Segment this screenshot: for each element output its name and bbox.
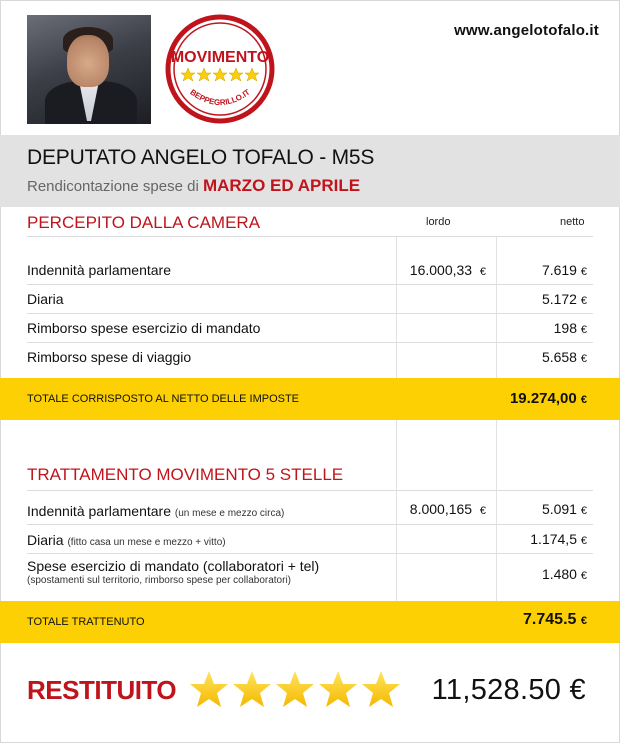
star-icon bbox=[319, 671, 357, 707]
total-value: 19.274,00 € bbox=[509, 390, 587, 407]
row-netto-value: 7.619 € bbox=[541, 262, 587, 278]
row-netto-value: 1.480 € bbox=[541, 566, 587, 582]
row-divider bbox=[27, 490, 593, 491]
svg-text:MOVIMENTO: MOVIMENTO bbox=[170, 49, 270, 66]
website-url[interactable]: www.angelotofalo.it bbox=[454, 22, 599, 39]
page-title: DEPUTATO ANGELO TOFALO - M5S bbox=[27, 146, 375, 169]
column-divider-lordo bbox=[396, 420, 397, 603]
row-divider bbox=[27, 313, 593, 314]
row-label: Spese esercizio di mandato (collaboratori + tel) bbox=[27, 558, 320, 574]
row-divider bbox=[27, 342, 593, 343]
total-label: TOTALE CORRISPOSTO AL NETTO DELLE IMPOSTE bbox=[27, 393, 300, 405]
movimento-logo bbox=[164, 14, 276, 124]
total-value: 7.745.5 € bbox=[523, 611, 587, 628]
column-header-lordo: lordo bbox=[426, 216, 451, 228]
row-note: (spostamenti sul territorio, rimborso spese per collaboratori) bbox=[27, 575, 291, 586]
row-divider bbox=[27, 553, 593, 554]
row-label: Indennità parlamentare (un mese e mezzo circa) bbox=[27, 503, 285, 519]
row-netto-value: 1.174,5 € bbox=[530, 531, 587, 547]
row-label: Diaria bbox=[27, 291, 64, 307]
restituito-label: RESTITUITO bbox=[27, 675, 177, 705]
column-divider-netto bbox=[496, 236, 497, 386]
row-lordo-value: 8.000,165 € bbox=[409, 501, 486, 517]
row-netto-value: 5.658 € bbox=[541, 349, 587, 365]
row-label: Indennità parlamentare bbox=[27, 262, 171, 278]
row-netto-value: 198 € bbox=[553, 320, 587, 336]
row-netto-value: 5.091 € bbox=[541, 501, 587, 517]
row-divider bbox=[27, 284, 593, 285]
star-icon bbox=[233, 671, 271, 707]
period-label: MARZO ED APRILE bbox=[202, 176, 361, 195]
row-label: Rimborso spese esercizio di mandato bbox=[27, 320, 261, 336]
star-icon bbox=[190, 671, 228, 707]
total-label: TOTALE TRATTENUTO bbox=[27, 616, 145, 628]
section-title-m5s: TRATTAMENTO MOVIMENTO 5 STELLE bbox=[27, 465, 344, 484]
row-label: Rimborso spese di viaggio bbox=[27, 349, 192, 365]
column-divider-netto bbox=[496, 420, 497, 603]
svg-text:BEPPEGRILLO.IT: BEPPEGRILLO.IT bbox=[188, 87, 252, 108]
column-header-netto: netto bbox=[560, 216, 585, 228]
five-stars-icon bbox=[188, 669, 403, 711]
restituito-amount: 11,528.50 € bbox=[431, 674, 586, 706]
star-icon bbox=[276, 671, 314, 707]
star-icon bbox=[362, 671, 400, 707]
subtitle-prefix: Rendicontazione spese di bbox=[27, 178, 199, 195]
row-lordo-value: 16.000,33 € bbox=[409, 262, 486, 278]
row-netto-value: 5.172 € bbox=[541, 291, 587, 307]
row-divider bbox=[27, 524, 593, 525]
row-label: Diaria (fitto casa un mese e mezzo + vitto) bbox=[27, 532, 226, 548]
row-divider bbox=[27, 236, 593, 237]
column-divider-lordo bbox=[396, 236, 397, 386]
deputy-photo bbox=[27, 15, 151, 124]
page-subtitle bbox=[27, 176, 360, 196]
section-title-camera: PERCEPITO DALLA CAMERA bbox=[27, 213, 261, 232]
